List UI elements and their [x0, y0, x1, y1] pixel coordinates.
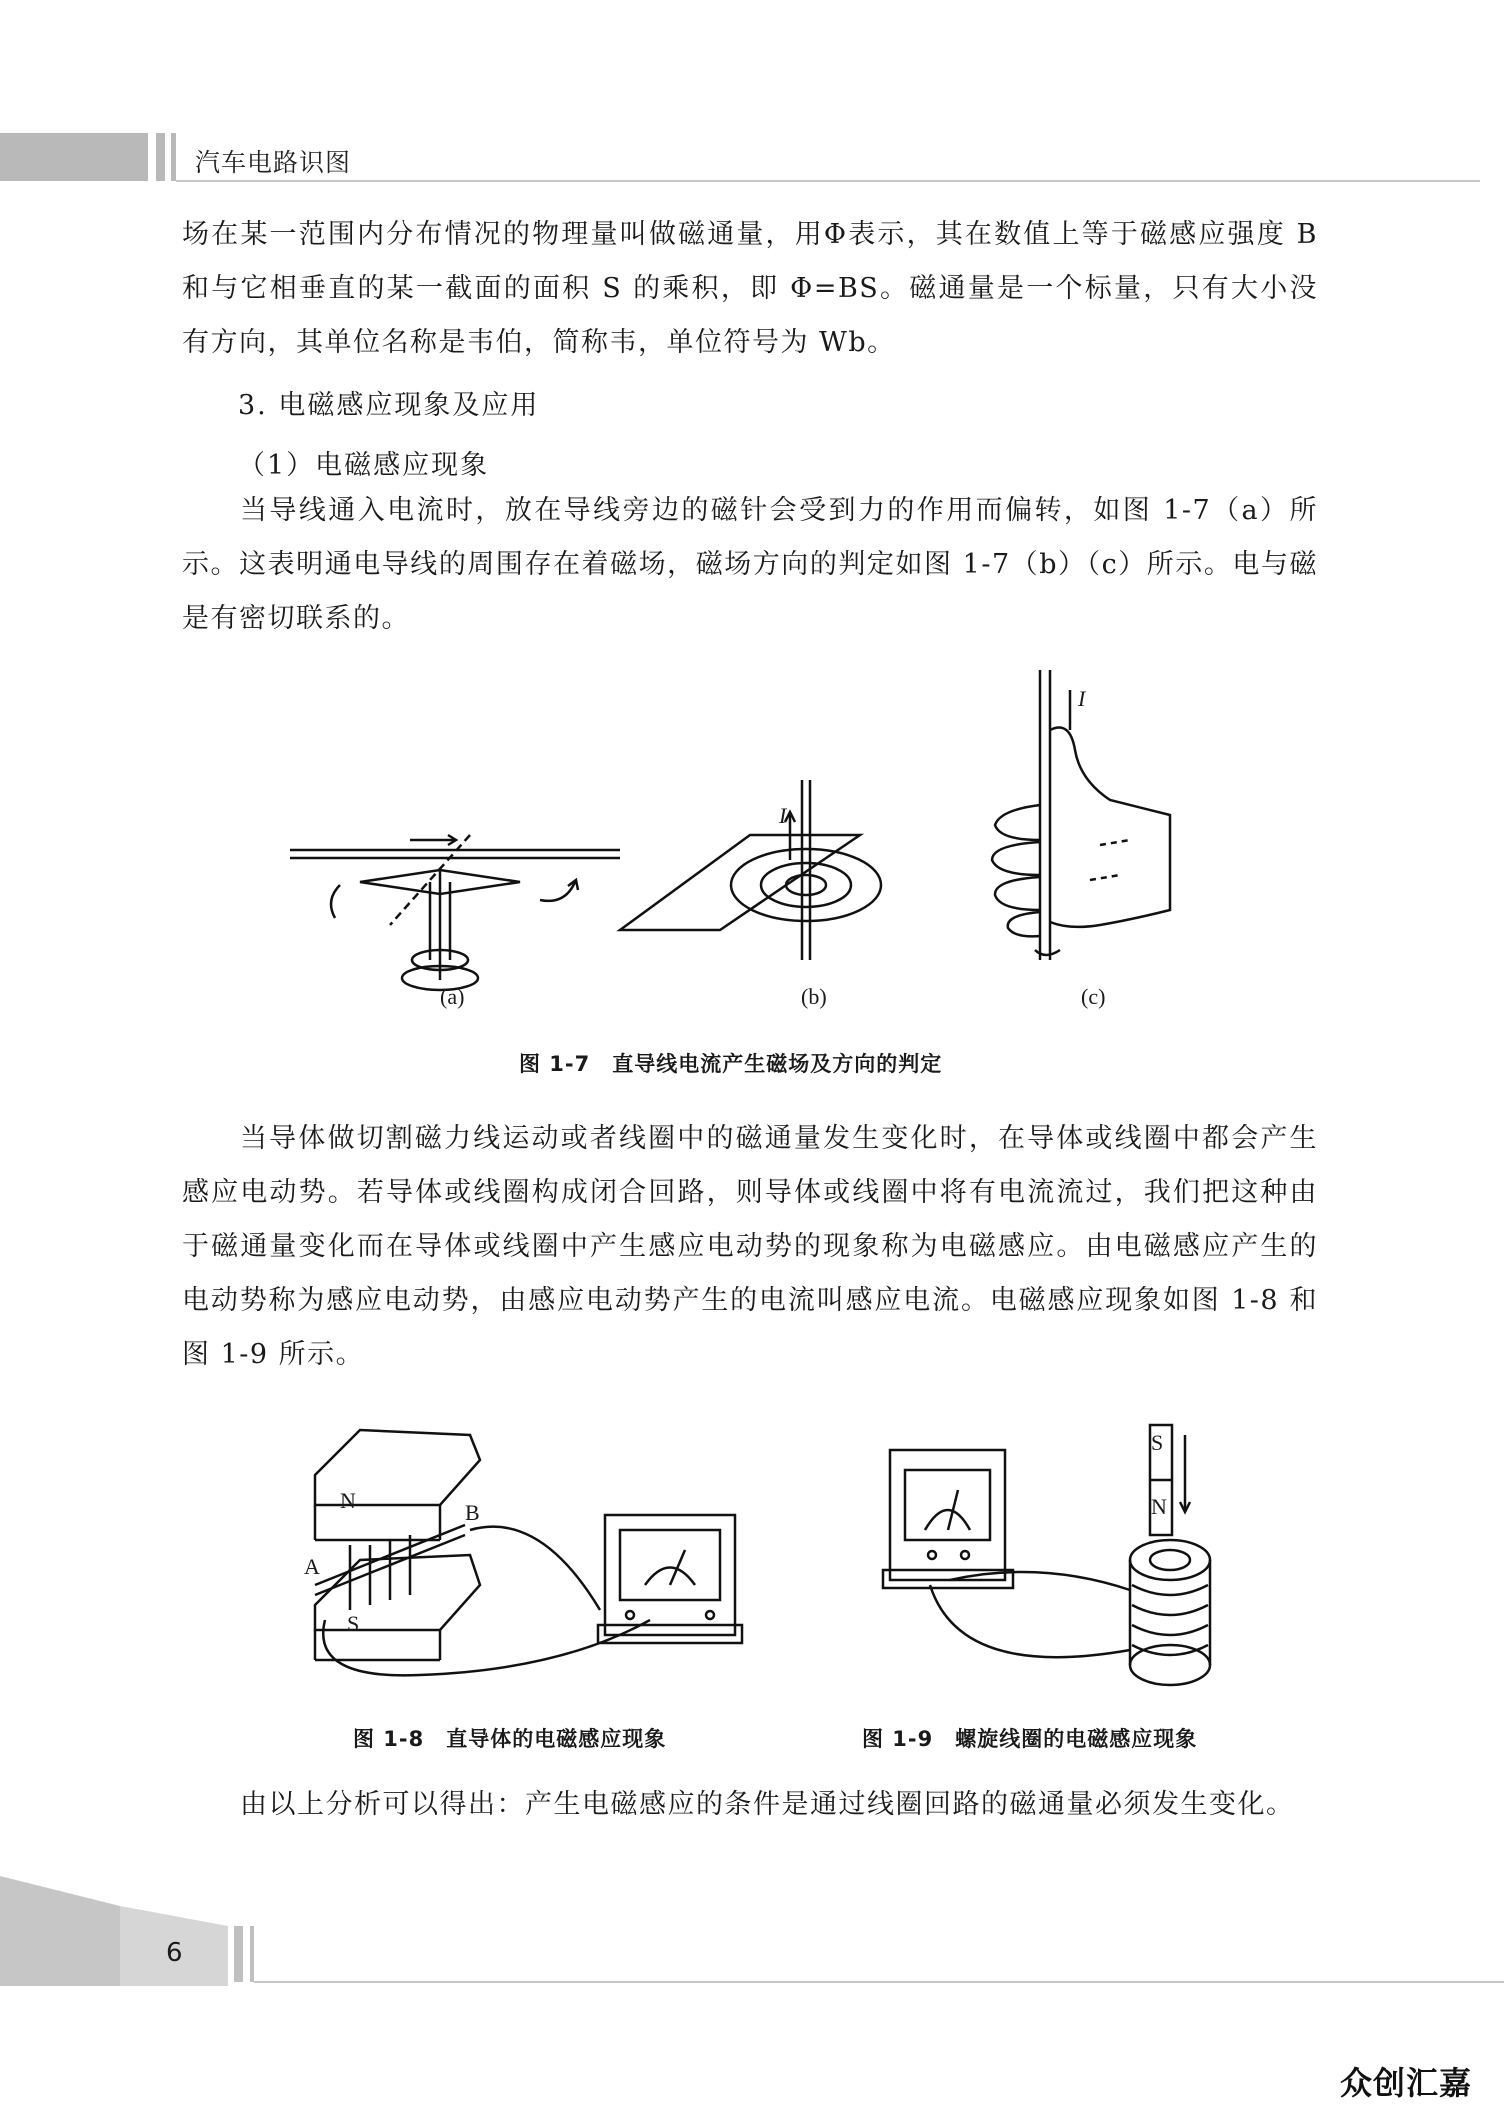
- figure-1-9-magnet-south-label: S: [1151, 1430, 1164, 1455]
- header-rule: [176, 180, 1480, 182]
- footer-stripe: [250, 1926, 254, 1982]
- figure-1-7a-label: (a): [440, 984, 465, 1009]
- page-number: 6: [166, 1938, 183, 1968]
- subsection-heading: （1）电磁感应现象: [238, 450, 490, 481]
- paragraph-magnetic-flux: 场在某一范围内分布情况的物理量叫做磁通量，用Φ表示，其在数值上等于磁感应强度 B 和与它相垂直的某一截面的面积 S 的乘积，即 Φ=BS。磁通量是一个标量，只有大小没有方向，其单位名称是韦伯，简称韦，单位符号为 Wb。: [182, 219, 1318, 358]
- paragraph-current-field: 当导线通入电流时，放在导线旁边的磁针会受到力的作用而偏转，如图 1-7（a）所示。这表明通电导线的周围存在着磁场，磁场方向的判定如图 1-7（b）（c）所示。电与磁是有密切联系的。: [182, 495, 1318, 634]
- section-heading: 3. 电磁感应现象及应用: [238, 390, 540, 421]
- figure-1-7-illustration: [280, 660, 1240, 1020]
- figure-1-8-illustration: [300, 1420, 760, 1690]
- figure-1-9-magnet-north-label: N: [1151, 1494, 1167, 1519]
- paragraph-induction-condition: 由以上分析可以得出：产生电磁感应的条件是通过线圈回路的磁通量必须发生变化。: [240, 1789, 1295, 1820]
- footer-stripe: [234, 1926, 243, 1982]
- running-header-title: 汽车电路识图: [195, 148, 352, 177]
- figure-1-9-illustration: [880, 1420, 1240, 1690]
- header-stripe: [171, 133, 176, 181]
- figure-1-7c-current-label: I: [1078, 686, 1086, 711]
- figure-1-8-caption: 图 1-8 直导体的电磁感应现象: [353, 1727, 667, 1751]
- figure-1-8-point-b-label: B: [465, 1500, 480, 1525]
- watermark-logo-text: 众创汇嘉: [1340, 2064, 1473, 2102]
- paragraph-electromagnetic-induction: 当导体做切割磁力线运动或者线圈中的磁通量发生变化时，在导体或线圈中都会产生感应电动势。若导体或线圈构成闭合回路，则导体或线圈中将有电流流过，我们把这种由于磁通量变化而在导体或线圈中产生感应电动势的现象称为电磁感应。由电磁感应产生的电动势称为感应电动势，由感应电动势产生的电流叫感应电流。电磁感应现象如图 1-8 和图 1-9 所示。: [182, 1123, 1318, 1370]
- header-stripe: [156, 133, 165, 181]
- figure-1-7b-label: (b): [801, 984, 827, 1009]
- figure-1-8-point-a-label: A: [304, 1554, 320, 1579]
- figure-1-9-caption: 图 1-9 螺旋线圈的电磁感应现象: [862, 1727, 1198, 1751]
- figure-1-7c-label: (c): [1081, 984, 1106, 1009]
- header-bar: [0, 133, 148, 181]
- footer-rule: [254, 1981, 1504, 1983]
- figure-1-8-north-pole-label: N: [340, 1488, 356, 1513]
- figure-1-8-south-pole-label: S: [347, 1611, 360, 1636]
- figure-1-7-caption: 图 1-7 直导线电流产生磁场及方向的判定: [519, 1052, 943, 1076]
- footer-wedge-decoration: [0, 1876, 240, 1986]
- figure-1-7b-current-label: I: [779, 803, 787, 828]
